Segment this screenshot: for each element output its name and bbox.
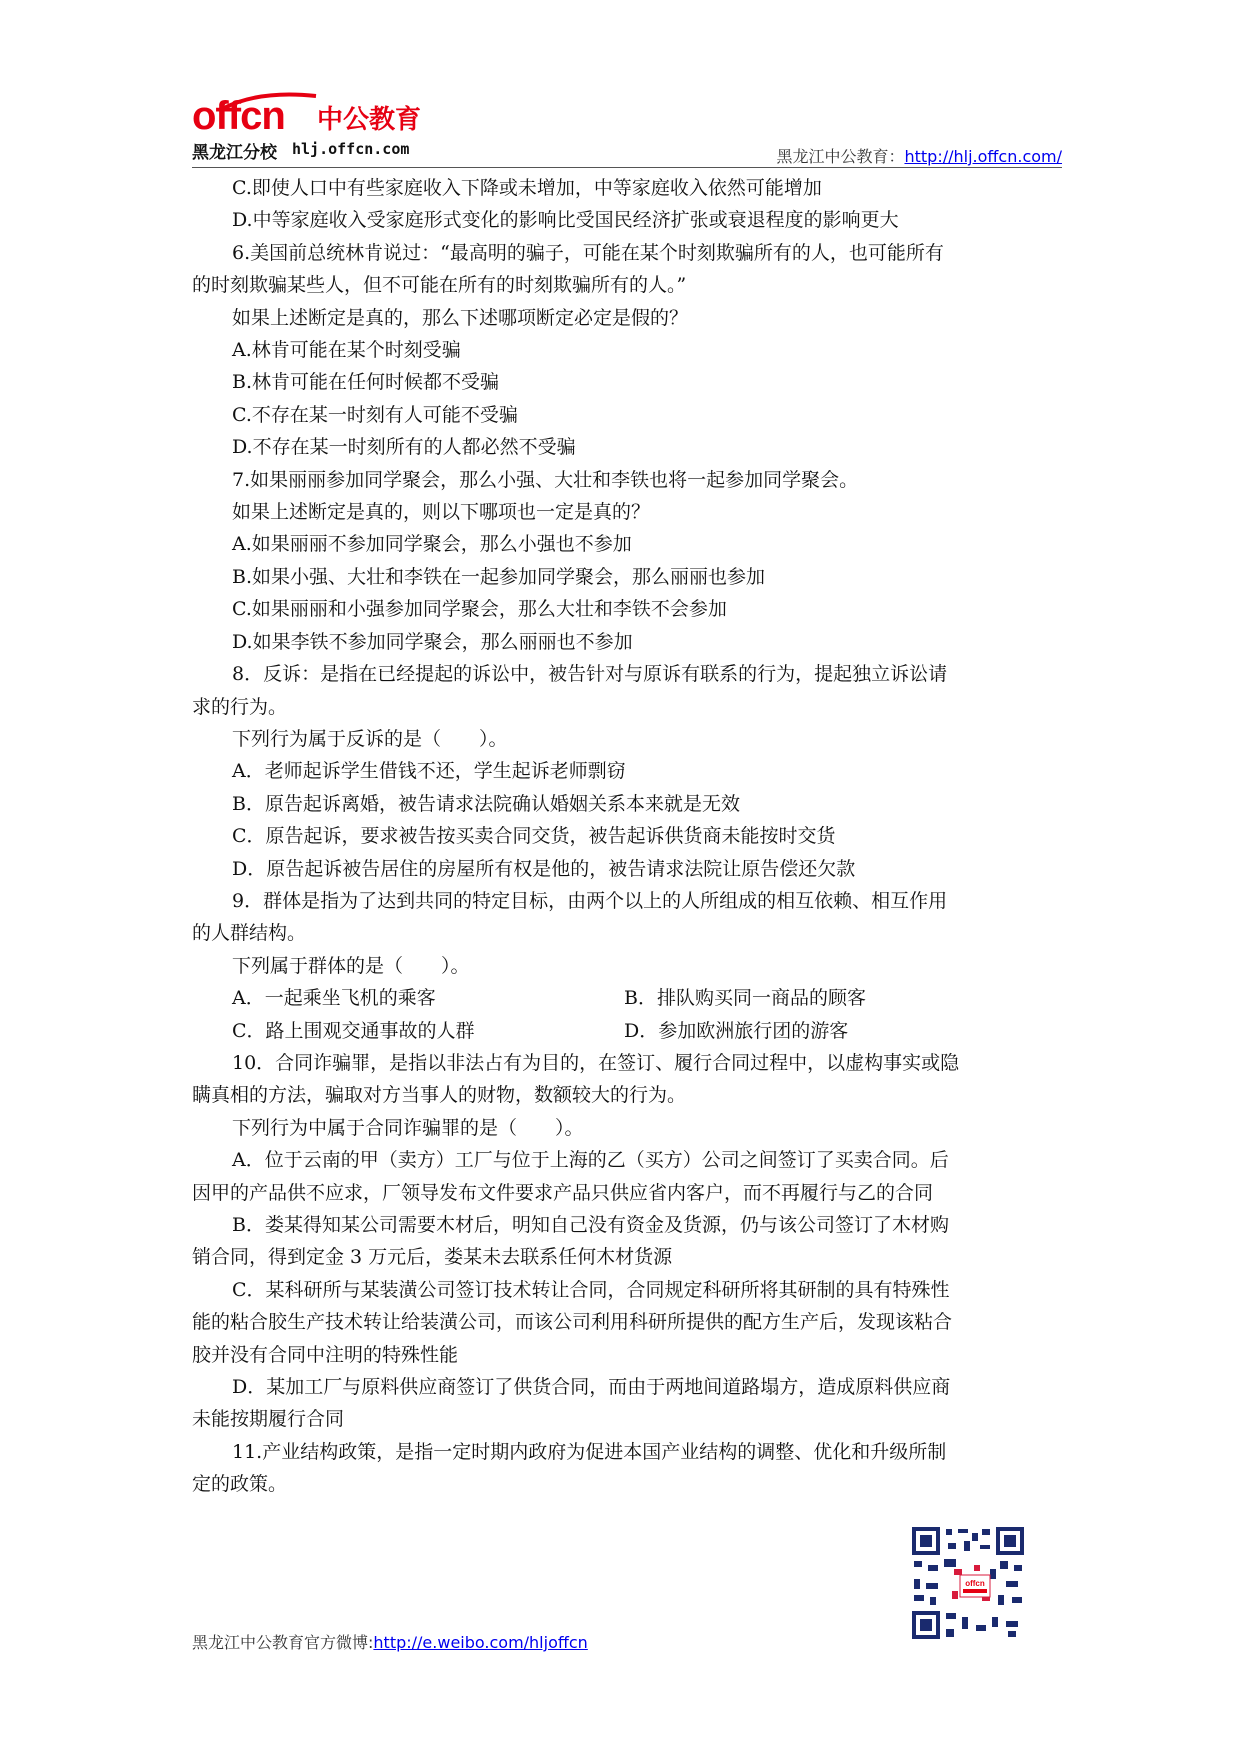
text-line: 定的政策。 (192, 1473, 288, 1496)
text-line: 下列行为属于反诉的是（ ）。 (232, 727, 508, 750)
offcn-logo (192, 96, 492, 162)
text-line: C.即使人口中有些家庭收入下降或未增加，中等家庭收入依然可能增加 (232, 177, 822, 199)
text-line: B．原告起诉离婚，被告请求法院确认婚姻关系本来就是无效 (232, 792, 740, 815)
text-line: 求的行为。 (192, 695, 288, 718)
text-line: 如果上述断定是真的，那么下述哪项断定必定是假的？ (232, 306, 689, 329)
text-line: C.如果丽丽和小强参加同学聚会，那么大壮和李铁不会参加 (232, 598, 727, 621)
text-line: D.如果李铁不参加同学聚会，那么丽丽也不参加 (232, 630, 633, 653)
logo-chinese-name: 中公教育 (317, 105, 422, 135)
text-line: 瞒真相的方法，骗取对方当事人的财物，数额较大的行为。 (192, 1084, 687, 1107)
text-line: A．老师起诉学生借钱不还，学生起诉老师剽窃 (232, 760, 626, 783)
qr-code-icon (910, 1525, 1026, 1641)
text-line: 9．群体是指为了达到共同的特定目标，由两个以上的人所组成的相互依赖、相互作用 (232, 889, 948, 912)
option-d: D．参加欧洲旅行团的游客 (624, 1019, 849, 1042)
page-header (192, 96, 1062, 166)
text-line: D.中等家庭收入受家庭形式变化的影响比受国民经济扩张或衰退程度的影响更大 (232, 209, 899, 232)
text-line: B．娄某得知某公司需要木材后，明知自己没有资金及货源，仍与该公司签订了木材购 (232, 1214, 949, 1236)
text-line: 如果上述断定是真的，则以下哪项也一定是真的？ (232, 501, 651, 524)
text-line: 下列属于群体的是（ ）。 (232, 954, 470, 977)
option-b: B．排队购买同一商品的顾客 (624, 987, 866, 1010)
text-line: 6.美国前总统林肯说过：“最高明的骗子，可能在某个时刻欺骗所有的人，也可能所有 (232, 241, 944, 264)
text-line: C.不存在某一时刻有人可能不受骗 (232, 403, 518, 426)
text-line: 胶并没有合同中注明的特殊性能 (192, 1343, 459, 1366)
page-footer (192, 1630, 588, 1653)
option-a: A．一起乘坐飞机的乘客 (232, 987, 436, 1010)
option-c: C．路上围观交通事故的人群 (232, 1019, 475, 1042)
text-line: 7.如果丽丽参加同学聚会，那么小强、大壮和李铁也将一起参加同学聚会。 (232, 468, 859, 491)
text-line: 因甲的产品供不应求，厂领导发布文件要求产品只供应省内客户，而不再履行与乙的合同 (192, 1181, 934, 1204)
text-line: D．某加工厂与原料供应商签订了供货合同，而由于两地间道路塌方，造成原料供应商 (232, 1376, 951, 1399)
text-line: 下列行为中属于合同诈骗罪的是（ ）。 (232, 1116, 584, 1139)
text-line: 销合同，得到定金 3 万元后，娄某未去联系任何木材货源 (192, 1246, 673, 1269)
logo-wordmark: offcn (192, 94, 285, 138)
text-line: B.如果小强、大壮和李铁在一起参加同学聚会，那么丽丽也参加 (232, 565, 766, 588)
footer-weibo-link[interactable]: http://e.weibo.com/hljoffcn (373, 1633, 588, 1652)
header-site-link[interactable]: http://hlj.offcn.com/ (904, 147, 1062, 166)
option-row (192, 982, 1062, 1014)
text-line: D.不存在某一时刻所有的人都必然不受骗 (232, 436, 576, 459)
text-line: 能的粘合胶生产技术转让给装潢公司，而该公司利用科研所提供的配方生产后，发现该粘合 (192, 1311, 953, 1334)
text-line: A.如果丽丽不参加同学聚会，那么小强也不参加 (232, 533, 632, 556)
text-line: 的时刻欺骗某些人，但不可能在所有的时刻欺骗所有的人。” (192, 274, 687, 297)
svg-text:offcn: offcn (965, 1579, 985, 1588)
logo-branch: 黑龙江分校 (192, 143, 277, 163)
text-line: B.林肯可能在任何时候都不受骗 (232, 371, 500, 394)
text-line: A.林肯可能在某个时刻受骗 (232, 339, 461, 362)
option-row (192, 1015, 1062, 1047)
text-line: 未能按期履行合同 (192, 1408, 345, 1431)
header-site-info (776, 144, 1062, 167)
text-line: 8．反诉：是指在已经提起的诉讼中，被告针对与原诉有联系的行为，提起独立诉讼请 (232, 663, 948, 686)
text-line: 10．合同诈骗罪，是指以非法占有为目的，在签订、履行合同过程中，以虚构事实或隐 (232, 1051, 960, 1074)
document-body (192, 172, 1062, 1501)
text-line: D．原告起诉被告居住的房屋所有权是他的，被告请求法院让原告偿还欠款 (232, 857, 856, 880)
header-site-label: 黑龙江中公教育： (776, 147, 905, 166)
text-line: 11.产业结构政策，是指一定时期内政府为促进本国产业结构的调整、优化和升级所制 (232, 1440, 947, 1463)
footer-label: 黑龙江中公教育官方微博: (192, 1633, 374, 1652)
text-line: C．某科研所与某装潢公司签订技术转让合同，合同规定科研所将其研制的具有特殊性 (232, 1278, 950, 1301)
text-line: A．位于云南的甲（卖方）工厂与位于上海的乙（买方）公司之间签订了买卖合同。后 (232, 1149, 949, 1172)
logo-domain: hlj.offcn.com (292, 140, 410, 158)
text-line: C．原告起诉，要求被告按买卖合同交货，被告起诉供货商未能按时交货 (232, 825, 836, 848)
header-divider (192, 167, 1062, 168)
text-line: 的人群结构。 (192, 922, 307, 945)
